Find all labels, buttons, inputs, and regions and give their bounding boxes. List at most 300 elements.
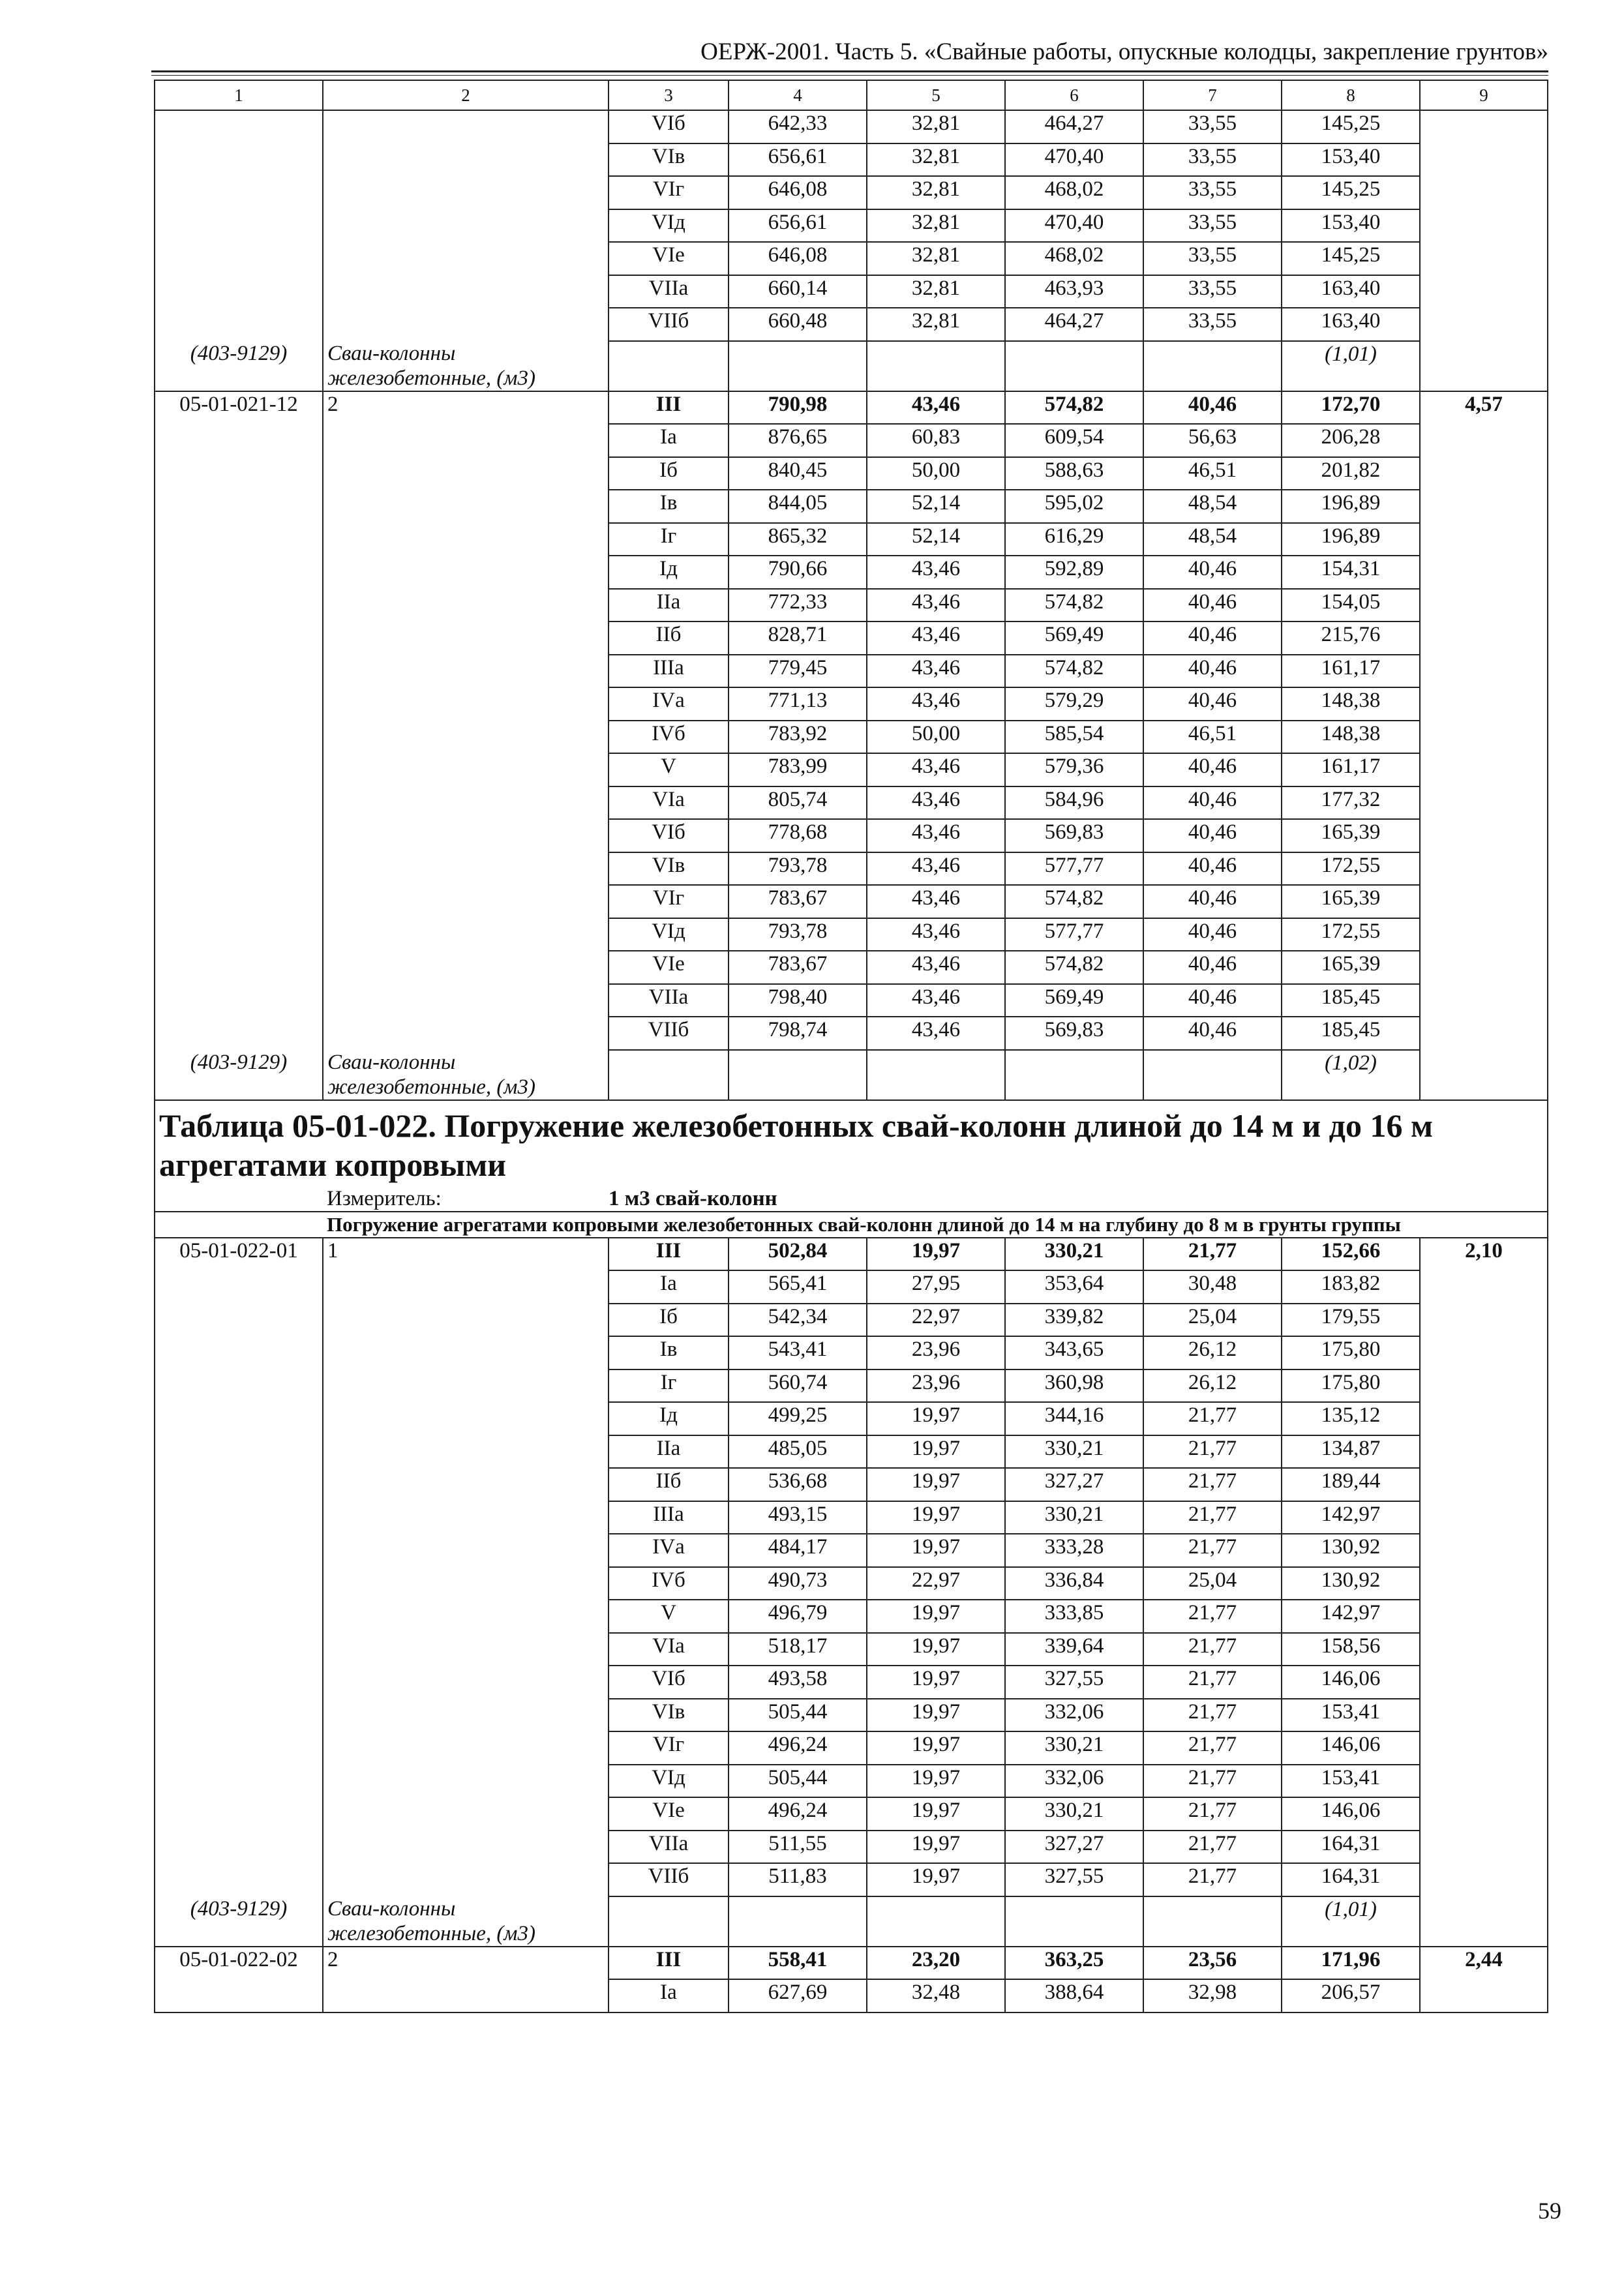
cost-value: 40,46: [1143, 819, 1282, 852]
cost-value: 19,97: [867, 1666, 1005, 1699]
empty-cell: [155, 110, 323, 143]
soil-group: IIIа: [609, 1501, 729, 1534]
cost-value: 22,97: [867, 1567, 1005, 1600]
cost-value: 183,82: [1282, 1270, 1420, 1304]
empty-cell: [323, 1731, 609, 1765]
measure-value: 1 м3 свай-колонн: [609, 1187, 1548, 1212]
cost-value: 164,31: [1282, 1863, 1420, 1896]
soil-group: VIIб: [609, 1863, 729, 1896]
empty-cell: [323, 242, 609, 275]
cost-value: 43,46: [867, 984, 1005, 1017]
cost-value: 43,46: [867, 951, 1005, 984]
soil-group: IIа: [609, 589, 729, 622]
empty-cell: [155, 1017, 323, 1050]
cost-value: 577,77: [1005, 918, 1143, 951]
cost-value: 134,87: [1282, 1435, 1420, 1469]
cost-value: 52,14: [867, 523, 1005, 556]
soil-group: VIIб: [609, 1017, 729, 1050]
cost-value: 560,74: [729, 1369, 867, 1403]
cost-value: 153,40: [1282, 143, 1420, 177]
rate-code: 05-01-022-02: [155, 1947, 323, 1980]
cost-value: 353,64: [1005, 1270, 1143, 1304]
cost-value: 333,85: [1005, 1600, 1143, 1633]
soil-group: III: [609, 391, 729, 425]
table-row: [155, 308, 1548, 341]
table-row: [155, 143, 1548, 177]
cost-value: 21,77: [1143, 1435, 1282, 1469]
table-row: [155, 523, 1548, 556]
cost-value: 25,04: [1143, 1567, 1282, 1600]
soil-group: IVб: [609, 721, 729, 754]
header-rule-thin: [151, 75, 1548, 76]
empty-cell: [155, 1765, 323, 1798]
cost-value: 660,14: [729, 275, 867, 308]
soil-group: VIд: [609, 1765, 729, 1798]
labor-value: 4,57: [1420, 391, 1548, 425]
cost-value: 646,08: [729, 176, 867, 209]
empty-cell: [155, 1797, 323, 1831]
cost-value: 33,55: [1143, 209, 1282, 243]
column-number: 6: [1005, 80, 1143, 110]
table-row: [155, 490, 1548, 523]
cost-value: 43,46: [867, 391, 1005, 425]
column-number: 9: [1420, 80, 1548, 110]
cost-value: 21,77: [1143, 1238, 1282, 1271]
empty-cell: [323, 1666, 609, 1699]
empty-cell: [323, 176, 609, 209]
empty-cell: [1420, 852, 1548, 886]
cost-value: 19,97: [867, 1699, 1005, 1732]
cost-value: 48,54: [1143, 523, 1282, 556]
cost-value: 577,77: [1005, 852, 1143, 886]
resource-code: (403-9129): [155, 1896, 323, 1947]
cost-value: 43,46: [867, 589, 1005, 622]
cost-value: 33,55: [1143, 143, 1282, 177]
empty-cell: [323, 1979, 609, 2012]
empty-cell: [1005, 341, 1143, 391]
cost-value: 518,17: [729, 1633, 867, 1666]
cost-value: 163,40: [1282, 308, 1420, 341]
cost-value: 48,54: [1143, 490, 1282, 523]
cost-value: 463,93: [1005, 275, 1143, 308]
empty-cell: [323, 1699, 609, 1732]
soil-group: VIв: [609, 143, 729, 177]
empty-cell: [1420, 490, 1548, 523]
empty-cell: [1420, 1534, 1548, 1567]
empty-cell: [323, 209, 609, 243]
soil-group: VIв: [609, 1699, 729, 1732]
cost-value: 21,77: [1143, 1534, 1282, 1567]
rates-table-body: [155, 80, 1548, 2012]
cost-value: 493,58: [729, 1666, 867, 1699]
cost-value: 19,97: [867, 1633, 1005, 1666]
cost-value: 496,24: [729, 1797, 867, 1831]
cost-value: 50,00: [867, 721, 1005, 754]
soil-group: VIб: [609, 819, 729, 852]
empty-cell: [609, 1896, 729, 1947]
table-row: [155, 242, 1548, 275]
cost-value: 502,84: [729, 1238, 867, 1271]
cost-value: 23,56: [1143, 1947, 1282, 1980]
empty-cell: [155, 621, 323, 655]
soil-group: IIIа: [609, 655, 729, 688]
empty-cell: [323, 490, 609, 523]
empty-cell: [155, 1831, 323, 1864]
empty-cell: [1420, 984, 1548, 1017]
page-number: 59: [1538, 2198, 1561, 2224]
cost-value: 43,46: [867, 918, 1005, 951]
empty-cell: [323, 753, 609, 786]
table-row: [155, 589, 1548, 622]
empty-cell: [323, 1633, 609, 1666]
soil-group: VIд: [609, 209, 729, 243]
cost-value: 40,46: [1143, 556, 1282, 589]
cost-value: 616,29: [1005, 523, 1143, 556]
soil-group: Iа: [609, 1979, 729, 2012]
cost-value: 19,97: [867, 1731, 1005, 1765]
cost-value: 142,97: [1282, 1501, 1420, 1534]
empty-cell: [323, 1402, 609, 1435]
column-number: 5: [867, 80, 1005, 110]
soil-group: VIе: [609, 242, 729, 275]
column-number: 8: [1282, 80, 1420, 110]
cost-value: 189,44: [1282, 1468, 1420, 1501]
cost-value: 865,32: [729, 523, 867, 556]
cost-value: 142,97: [1282, 1600, 1420, 1633]
cost-value: 470,40: [1005, 209, 1143, 243]
empty-cell: [1420, 1633, 1548, 1666]
empty-cell: [323, 721, 609, 754]
column-number: 1: [155, 80, 323, 110]
empty-cell: [155, 1304, 323, 1337]
resource-name: Сваи-колонны железобетонные, (м3): [323, 1050, 609, 1100]
rates-table: [154, 80, 1548, 2013]
cost-value: 21,77: [1143, 1600, 1282, 1633]
table-title-row: [155, 1100, 1548, 1187]
cost-value: 19,97: [867, 1831, 1005, 1864]
resource-coefficient: (1,02): [1282, 1050, 1420, 1100]
empty-cell: [155, 951, 323, 984]
cost-value: 21,77: [1143, 1731, 1282, 1765]
table-row: [155, 1765, 1548, 1798]
empty-cell: [323, 621, 609, 655]
empty-cell: [323, 143, 609, 177]
table-row: [155, 1699, 1548, 1732]
empty-cell: [155, 1633, 323, 1666]
table-row: [155, 687, 1548, 721]
empty-cell: [323, 1567, 609, 1600]
empty-cell: [155, 589, 323, 622]
empty-cell: [1420, 589, 1548, 622]
table-row: [155, 391, 1548, 425]
soil-group: Iг: [609, 1369, 729, 1403]
cost-value: 172,55: [1282, 918, 1420, 951]
cost-value: 330,21: [1005, 1238, 1143, 1271]
table-row: [155, 1534, 1548, 1567]
table-row: [155, 1633, 1548, 1666]
empty-cell: [323, 852, 609, 886]
table-row: [155, 275, 1548, 308]
empty-cell: [729, 341, 867, 391]
empty-cell: [155, 1369, 323, 1403]
empty-cell: [1420, 242, 1548, 275]
empty-cell: [323, 1270, 609, 1304]
section-subtitle: Погружение агрегатами копровыми железобетонных свай-колонн длиной до 14 м на глубину до 8 м в грунты группы: [323, 1212, 1548, 1238]
empty-cell: [1420, 523, 1548, 556]
cost-value: 26,12: [1143, 1369, 1282, 1403]
cost-value: 595,02: [1005, 490, 1143, 523]
cost-value: 21,77: [1143, 1633, 1282, 1666]
table-row: [155, 1731, 1548, 1765]
table-row: [155, 1567, 1548, 1600]
table-row: [155, 1797, 1548, 1831]
empty-cell: [609, 1050, 729, 1100]
cost-value: 468,02: [1005, 242, 1143, 275]
empty-cell: [155, 885, 323, 918]
cost-value: 485,05: [729, 1435, 867, 1469]
running-header: ОЕРЖ-2001. Часть 5. «Свайные работы, опускные колодцы, закрепление грунтов»: [700, 38, 1548, 65]
cost-value: 574,82: [1005, 655, 1143, 688]
empty-cell: [1420, 1468, 1548, 1501]
cost-value: 201,82: [1282, 457, 1420, 490]
cost-value: 32,81: [867, 176, 1005, 209]
cost-value: 19,97: [867, 1402, 1005, 1435]
cost-value: 21,77: [1143, 1765, 1282, 1798]
empty-cell: [155, 242, 323, 275]
empty-cell: [323, 523, 609, 556]
empty-cell: [155, 1270, 323, 1304]
empty-cell: [323, 556, 609, 589]
cost-value: 163,40: [1282, 275, 1420, 308]
cost-value: 574,82: [1005, 391, 1143, 425]
cost-value: 588,63: [1005, 457, 1143, 490]
cost-value: 33,55: [1143, 242, 1282, 275]
cost-value: 33,55: [1143, 275, 1282, 308]
empty-cell: [155, 1567, 323, 1600]
labor-value: 2,10: [1420, 1238, 1548, 1271]
soil-group: IVа: [609, 1534, 729, 1567]
cost-value: 569,83: [1005, 1017, 1143, 1050]
cost-value: 646,08: [729, 242, 867, 275]
table-row: [155, 1501, 1548, 1534]
soil-group: VIг: [609, 176, 729, 209]
empty-cell: [1143, 1050, 1282, 1100]
header-rule: [151, 70, 1548, 72]
cost-value: 135,12: [1282, 1402, 1420, 1435]
cost-value: 32,81: [867, 242, 1005, 275]
cost-value: 330,21: [1005, 1731, 1143, 1765]
empty-cell: [1420, 341, 1548, 391]
table-row: [155, 424, 1548, 457]
cost-value: 26,12: [1143, 1336, 1282, 1369]
cost-value: 32,48: [867, 1979, 1005, 2012]
rate-code: 05-01-021-12: [155, 391, 323, 425]
cost-value: 164,31: [1282, 1831, 1420, 1864]
cost-value: 33,55: [1143, 308, 1282, 341]
cost-value: 327,55: [1005, 1666, 1143, 1699]
soil-group: Iг: [609, 523, 729, 556]
table-row: [155, 1947, 1548, 1980]
cost-value: 60,83: [867, 424, 1005, 457]
cost-value: 130,92: [1282, 1534, 1420, 1567]
item-number: 2: [323, 391, 609, 425]
rate-code: 05-01-022-01: [155, 1238, 323, 1271]
resource-coefficient: (1,01): [1282, 341, 1420, 391]
cost-value: 330,21: [1005, 1797, 1143, 1831]
empty-cell: [1420, 1336, 1548, 1369]
cost-value: 32,81: [867, 143, 1005, 177]
cost-value: 32,81: [867, 110, 1005, 143]
cost-value: 43,46: [867, 753, 1005, 786]
empty-cell: [155, 753, 323, 786]
empty-cell: [1420, 176, 1548, 209]
table-row: [155, 1979, 1548, 2012]
cost-value: 175,80: [1282, 1369, 1420, 1403]
cost-value: 145,25: [1282, 242, 1420, 275]
table-row: [155, 753, 1548, 786]
cost-value: 179,55: [1282, 1304, 1420, 1337]
soil-group: Iв: [609, 490, 729, 523]
cost-value: 464,27: [1005, 110, 1143, 143]
cost-value: 344,16: [1005, 1402, 1143, 1435]
soil-group: IIб: [609, 621, 729, 655]
table-row: [155, 951, 1548, 984]
table-row: [155, 110, 1548, 143]
cost-value: 146,06: [1282, 1731, 1420, 1765]
cost-value: 584,96: [1005, 786, 1143, 820]
cost-value: 783,99: [729, 753, 867, 786]
soil-group: VIг: [609, 885, 729, 918]
cost-value: 153,41: [1282, 1765, 1420, 1798]
empty-cell: [729, 1050, 867, 1100]
cost-value: 23,20: [867, 1947, 1005, 1980]
empty-cell: [1143, 341, 1282, 391]
table-row: [155, 1402, 1548, 1435]
cost-value: 23,96: [867, 1336, 1005, 1369]
cost-value: 543,41: [729, 1336, 867, 1369]
cost-value: 496,24: [729, 1731, 867, 1765]
cost-value: 40,46: [1143, 885, 1282, 918]
item-number: 2: [323, 1947, 609, 1980]
empty-cell: [323, 1534, 609, 1567]
empty-cell: [155, 424, 323, 457]
empty-cell: [1420, 1050, 1548, 1100]
cost-value: 52,14: [867, 490, 1005, 523]
cost-value: 363,25: [1005, 1947, 1143, 1980]
empty-cell: [155, 1435, 323, 1469]
soil-group: VIг: [609, 1731, 729, 1765]
cost-value: 574,82: [1005, 951, 1143, 984]
cost-value: 21,77: [1143, 1863, 1282, 1896]
empty-cell: [323, 655, 609, 688]
empty-cell: [155, 1468, 323, 1501]
table-row: [155, 1238, 1548, 1271]
cost-value: 40,46: [1143, 655, 1282, 688]
empty-cell: [1420, 275, 1548, 308]
empty-cell: [323, 308, 609, 341]
cost-value: 40,46: [1143, 852, 1282, 886]
cost-value: 43,46: [867, 1017, 1005, 1050]
soil-group: V: [609, 753, 729, 786]
cost-value: 43,46: [867, 885, 1005, 918]
cost-value: 43,46: [867, 687, 1005, 721]
empty-cell: [867, 1050, 1005, 1100]
table-row: [155, 1270, 1548, 1304]
cost-value: 840,45: [729, 457, 867, 490]
soil-group: Iд: [609, 556, 729, 589]
cost-value: 19,97: [867, 1863, 1005, 1896]
resource-row: [155, 1896, 1548, 1947]
soil-group: IVа: [609, 687, 729, 721]
cost-value: 327,27: [1005, 1831, 1143, 1864]
empty-cell: [155, 918, 323, 951]
cost-value: 40,46: [1143, 687, 1282, 721]
soil-group: VIIа: [609, 984, 729, 1017]
cost-value: 177,32: [1282, 786, 1420, 820]
cost-value: 148,38: [1282, 687, 1420, 721]
cost-value: 343,65: [1005, 1336, 1143, 1369]
empty-cell: [155, 1402, 323, 1435]
soil-group: VIIа: [609, 275, 729, 308]
empty-cell: [155, 1699, 323, 1732]
cost-value: 493,15: [729, 1501, 867, 1534]
soil-group: VIе: [609, 951, 729, 984]
resource-name: Сваи-колонны железобетонные, (м3): [323, 341, 609, 391]
cost-value: 19,97: [867, 1501, 1005, 1534]
column-number-row: [155, 80, 1548, 110]
cost-value: 779,45: [729, 655, 867, 688]
soil-group: VIе: [609, 1797, 729, 1831]
cost-value: 185,45: [1282, 1017, 1420, 1050]
cost-value: 196,89: [1282, 490, 1420, 523]
empty-cell: [323, 951, 609, 984]
table-row: [155, 209, 1548, 243]
cost-value: 592,89: [1005, 556, 1143, 589]
soil-group: III: [609, 1238, 729, 1271]
cost-value: 790,66: [729, 556, 867, 589]
empty-cell: [155, 1863, 323, 1896]
cost-value: 542,34: [729, 1304, 867, 1337]
cost-value: 40,46: [1143, 1017, 1282, 1050]
cost-value: 569,83: [1005, 819, 1143, 852]
cost-value: 196,89: [1282, 523, 1420, 556]
cost-value: 574,82: [1005, 589, 1143, 622]
soil-group: Iа: [609, 424, 729, 457]
measure-row: [155, 1187, 1548, 1212]
cost-value: 154,05: [1282, 589, 1420, 622]
soil-group: IIб: [609, 1468, 729, 1501]
table-row: [155, 621, 1548, 655]
cost-value: 206,57: [1282, 1979, 1420, 2012]
cost-value: 660,48: [729, 308, 867, 341]
cost-value: 805,74: [729, 786, 867, 820]
cost-value: 505,44: [729, 1765, 867, 1798]
cost-value: 339,82: [1005, 1304, 1143, 1337]
cost-value: 844,05: [729, 490, 867, 523]
soil-group: IIа: [609, 1435, 729, 1469]
soil-group: Iб: [609, 1304, 729, 1337]
cost-value: 146,06: [1282, 1797, 1420, 1831]
cost-value: 33,55: [1143, 176, 1282, 209]
cost-value: 23,96: [867, 1369, 1005, 1403]
empty-cell: [1420, 687, 1548, 721]
empty-cell: [323, 275, 609, 308]
table-row: [155, 1600, 1548, 1633]
resource-row: [155, 1050, 1548, 1100]
soil-group: III: [609, 1947, 729, 1980]
cost-value: 22,97: [867, 1304, 1005, 1337]
empty-cell: [155, 275, 323, 308]
